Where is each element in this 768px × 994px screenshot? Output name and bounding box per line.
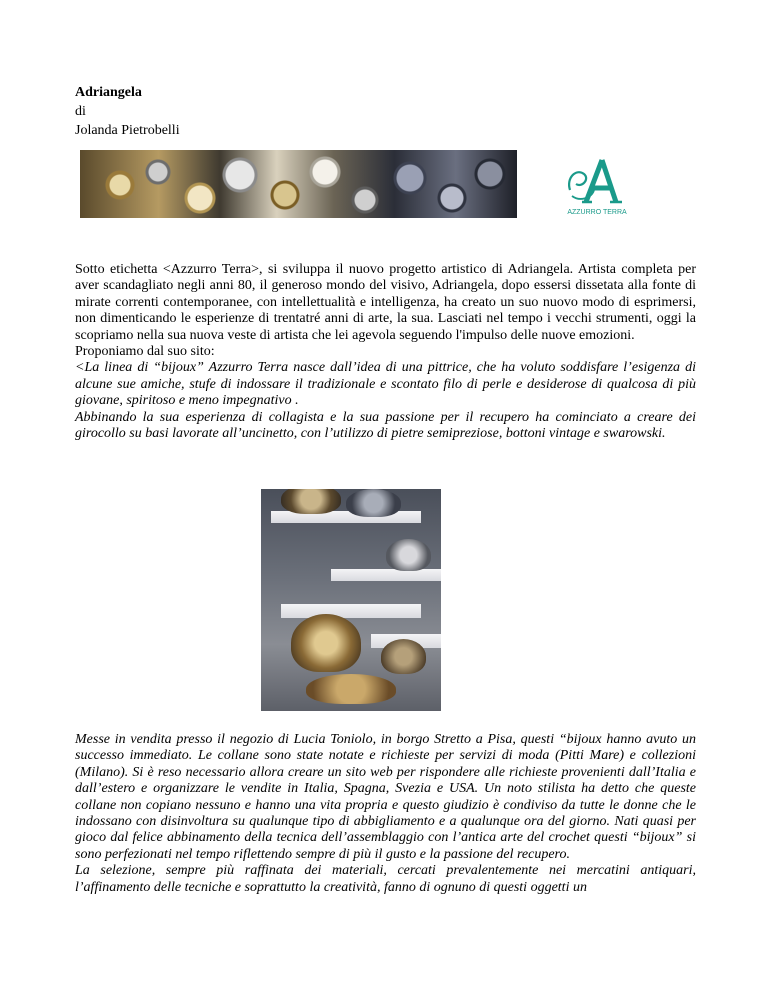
- article-title: Adriangela: [75, 85, 142, 100]
- author-name: Jolanda Pietrobelli: [75, 123, 180, 138]
- quote-paragraph-2: Abbinando la sua esperienza di collagista e la sua passione per il recupero ha cominciato a creare dei girocollo su basi lavorate all’uncinetto, con l’utilizzo di pietre semipreziose, bottoni vintage e swarowski.: [75, 409, 696, 442]
- display-shelf: [331, 569, 441, 581]
- necklace: [306, 674, 396, 704]
- beads-photo: [80, 150, 517, 218]
- necklace: [346, 489, 401, 517]
- necklace: [386, 539, 431, 571]
- article-header: [75, 83, 180, 140]
- azzurro-terra-logo: [562, 150, 632, 218]
- continuation-section: [75, 732, 696, 896]
- intro-section: [75, 262, 696, 442]
- intro-paragraph: Sotto etichetta <Azzurro Terra>, si sviluppa il nuovo progetto artistico di Adriangela. Artista completa per aver scandagliato negli anni 80, il generoso mondo del visivo, Adriangela, dopo essersi dissetata alla fonte di mirate correnti contemporanee, con intellettualità e intelligenza, ha creato un suo nuovo modo di esprimersi, non dimenticando le esperienze di trentatré anni di arte, la sua. Lasciati nel tempo i vecchi strumenti, oggi la scopriamo nella sua nuova veste di artista che lei agevola seguendo l'impulso delle nuove emozioni.: [75, 262, 696, 343]
- display-shelf: [271, 511, 421, 523]
- logo-caption: AZZURRO TERRA: [567, 209, 627, 216]
- jewelry-banner: [80, 150, 688, 218]
- continuation-paragraph: Messe in vendita presso il negozio di Lucia Toniolo, in borgo Stretto a Pisa, questi “bijoux hanno avuto un successo immediato. Le collane sono state notate e richieste per servizi di moda (Pitti Mare) e collezioni (Milano). Si è reso necessario allora creare un sito web per rispondere alle richieste provenienti dall’Italia e dall’estero e organizzare le vendite in Italia, Spagna, Svezia e USA. Un noto stilista ha detto che queste collane non copiano nessuno e hanno una vita propria e questo giudizio è condiviso da tutte le donne che le indossano con disinvoltura su qualunque tipo di abbigliamento e a qualunque ora del giorno. Nati quasi per gioco dal felice abbinamento della tecnica dell’assemblaggio con l’antica arte del crochet questi “bijoux” si sono perfezionati nel tempo riflettendo sempre di più il gusto e la passione del recupero.: [75, 732, 696, 862]
- byline-di: di: [75, 104, 86, 119]
- necklace-display-photo: [261, 489, 441, 711]
- quote-paragraph-1: <La linea di “bijoux” Azzurro Terra nasce dall’idea di una pittrice, che ha voluto soddisfare l’esigenza di alcune sue amiche, stufe di indossare il tradizionale e scontato filo di perle e desiderose di qualcosa di più giovane, spiritoso e meno impegnativo .: [75, 360, 696, 409]
- necklace: [281, 489, 341, 514]
- necklace: [381, 639, 426, 674]
- intro-lead: Proponiamo dal suo sito:: [75, 344, 215, 360]
- display-shelf: [281, 604, 421, 618]
- necklace: [291, 614, 361, 672]
- continuation-paragraph-2: La selezione, sempre più raffinata dei materiali, cercati prevalentemente nei mercatini antiquari, l’affinamento delle tecniche e soprattutto la creatività, fanno di ognuno di questi oggetti un: [75, 863, 696, 895]
